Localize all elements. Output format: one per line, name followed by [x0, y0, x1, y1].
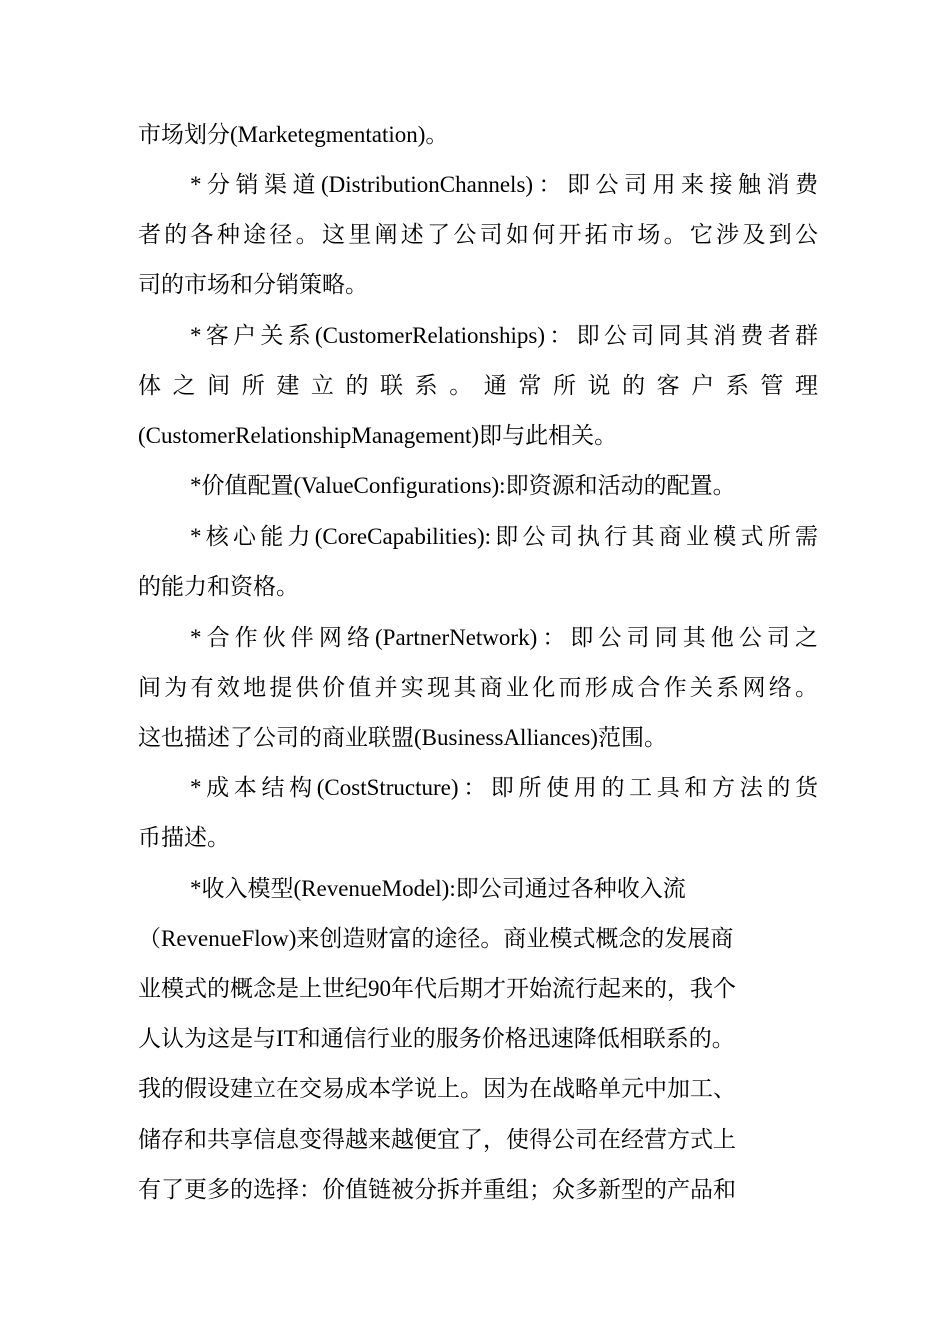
text-line: 司的市场和分销策略。 [138, 272, 368, 297]
text-line: （RevenueFlow)来创造财富的途径。商业模式概念的发展商 [138, 926, 734, 951]
text-line: 储存和共享信息变得越来越便宜了，使得公司在经营方式上 [138, 1127, 736, 1152]
text-line: *分销渠道(DistributionChannels)：即公司用来接触消费 [190, 172, 818, 197]
text-line: *合作伙伴网络(PartnerNetwork)：即公司同其他公司之 [190, 625, 818, 650]
text-line: *客户关系(CustomerRelationships)：即公司同其消费者群 [190, 323, 818, 348]
text-line: 币描述。 [138, 825, 230, 850]
text-line: *成本结构(CostStructure)：即所使用的工具和方法的货 [190, 775, 818, 800]
text-line: 有了更多的选择：价值链被分拆并重组；众多新型的产品和 [138, 1177, 736, 1202]
text-line: *收入模型(RevenueModel):即公司通过各种收入流 [190, 876, 686, 901]
text-line: 的能力和资格。 [138, 574, 299, 599]
text-line: 人认为这是与IT和通信行业的服务价格迅速降低相联系的。 [138, 1026, 735, 1051]
text-line: 这也描述了公司的商业联盟(BusinessAlliances)范围。 [138, 725, 667, 750]
text-line: *核心能力(CoreCapabilities):即公司执行其商业模式所需 [190, 524, 818, 549]
text-line: 体 之 间 所 建 立 的 联 系 。 通 常 所 说 的 客 户 系 管 理 [138, 373, 818, 398]
text-line: (CustomerRelationshipManagement)即与此相关。 [138, 423, 618, 448]
text-line: 我的假设建立在交易成本学说上。因为在战略单元中加工、 [138, 1076, 736, 1101]
text-line: 者的各种途径。这里阐述了公司如何开拓市场。它涉及到公 [138, 222, 818, 247]
text-line: 业模式的概念是上世纪90年代后期才开始流行起来的，我个 [138, 976, 736, 1001]
text-line: 间为有效地提供价值并实现其商业化而形成合作关系网络。 [138, 675, 818, 700]
text-line: 市场划分(Marketegmentation)。 [138, 122, 449, 147]
text-line: *价值配置(ValueConfigurations):即资源和活动的配置。 [190, 473, 736, 498]
